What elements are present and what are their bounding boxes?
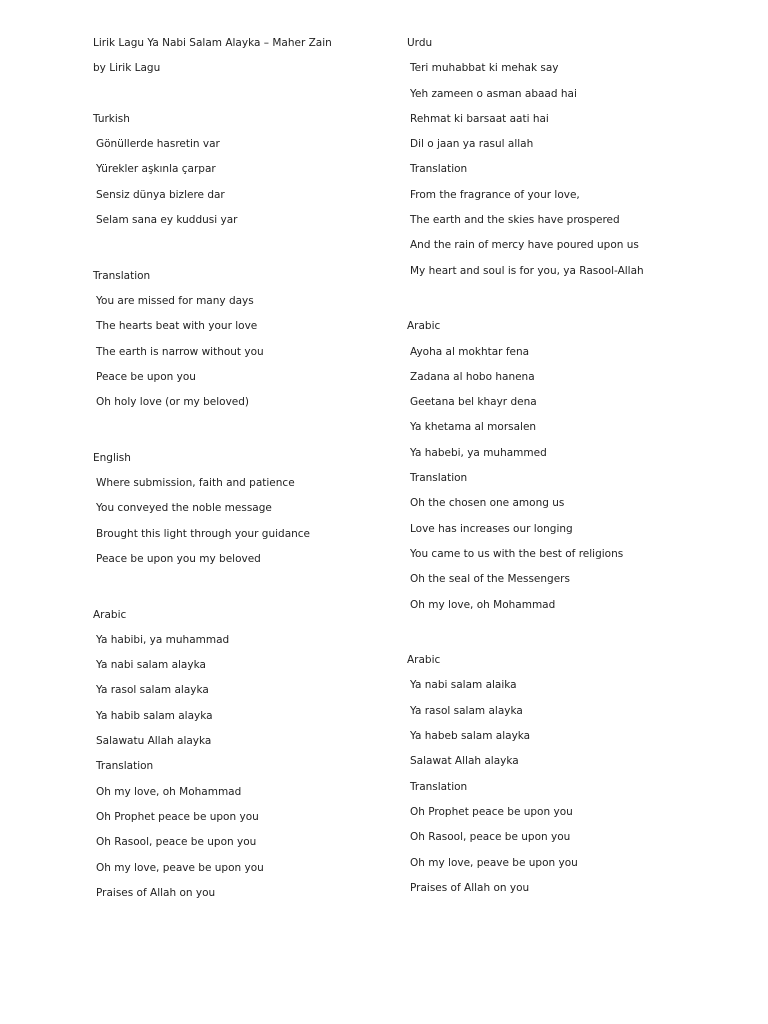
lyric-line: Yeh zameen o asman abaad hai [410,87,577,100]
lyric-line: Dil o jaan ya rasul allah [410,138,534,151]
translation-line: Praises of Allah on you [410,881,530,894]
translation-line: Oh my love, peave be upon you [96,861,264,874]
lyric-line: Ayoha al mokhtar fena [410,345,530,358]
lyric-line: You conveyed the noble message [96,502,272,515]
lyric-line: Salawatu Allah alayka [96,735,212,748]
document-byline: by Lirik Lagu [93,62,161,75]
lyric-line: Ya rasol salam alayka [96,684,209,697]
section-arabic-2 [407,653,707,906]
spacer [407,623,707,648]
lyric-line: The earth is narrow without you [96,345,264,358]
lyric-line: Where submission, faith and patience [96,477,295,490]
lyric-line: Gönüllerde hasretin var [96,138,220,151]
translation-line: You came to us with the best of religions [410,547,624,560]
spacer [407,289,707,314]
translation-line: Oh my love, oh Mohammad [410,598,556,611]
lyric-line: Teri muhabbat ki mehak say [410,62,559,75]
lyric-line: Rehmat ki barsaat aati hai [410,112,549,125]
spacer [93,87,393,112]
lyric-line: Ya nabi salam alayka [96,659,206,672]
translation-line: Oh my love, oh Mohammad [96,785,242,798]
translation-line: Oh my love, peave be upon you [410,856,578,869]
lyric-line: You are missed for many days [96,294,254,307]
lyric-line: Yürekler aşkınla çarpar [96,163,216,176]
spacer [93,238,393,263]
translation-line: Oh Prophet peace be upon you [96,810,259,823]
section-urdu [407,36,707,289]
translation-line: And the rain of mercy have poured upon us [410,239,639,252]
lyric-line: Peace be upon you [96,370,196,383]
translation-line: My heart and soul is for you, ya Rasool-Allah [410,264,644,277]
section-turkish [93,112,393,238]
lyric-line: Selam sana ey kuddusi yar [96,214,238,227]
lyric-line: Oh holy love (or my beloved) [96,396,250,409]
lyric-line: Salawat Allah alayka [410,755,519,768]
lyric-line: Ya habib salam alayka [96,709,213,722]
lyric-line: Geetana bel khayr dena [410,396,537,409]
section-heading: Arabic [93,608,127,621]
lyric-line: Ya rasol salam alayka [410,704,523,717]
lyric-line: Sensiz dünya bizlere dar [96,188,225,201]
translation-line: From the fragrance of your love, [410,188,580,201]
translation-label: Translation [96,760,154,773]
section-heading: English [93,451,131,464]
translation-line: Love has increases our longing [410,522,573,535]
section-heading: Turkish [93,112,130,125]
right-column [407,36,707,906]
lyric-line: Ya nabi salam alaika [410,679,517,692]
lyric-line: Ya khetama al morsalen [410,421,537,434]
lyric-line: Peace be upon you my beloved [96,552,261,565]
translation-line: Oh Rasool, peace be upon you [410,831,571,844]
translation-label: Translation [410,163,468,176]
spacer [93,577,393,602]
section-turkish-translation [93,269,393,421]
lyric-line: The hearts beat with your love [96,320,258,333]
section-heading: Arabic [407,654,441,667]
section-heading: Urdu [407,37,433,49]
translation-line: Oh Rasool, peace be upon you [96,836,257,849]
left-column [93,36,393,911]
section-heading: Arabic [407,320,441,333]
lyric-line: Zadana al hobo hanena [410,370,535,383]
lyric-line: Ya habibi, ya muhammad [96,633,230,646]
lyric-line: Brought this light through your guidance [96,527,311,540]
translation-line: Oh the chosen one among us [410,497,565,510]
section-heading: Translation [93,269,151,282]
lyric-line: Ya habebi, ya muhammed [410,446,547,459]
translation-label: Translation [410,780,468,793]
document-title: Lirik Lagu Ya Nabi Salam Alayka – Maher Zain [93,37,332,49]
section-english [93,451,393,577]
translation-line: Oh the seal of the Messengers [410,573,570,586]
translation-line: The earth and the skies have prospered [410,214,620,227]
section-arabic-1 [407,319,707,623]
spacer [93,420,393,445]
lyric-line: Ya habeb salam alayka [410,730,531,743]
translation-line: Praises of Allah on you [96,886,216,899]
translation-label: Translation [410,472,468,485]
translation-line: Oh Prophet peace be upon you [410,805,573,818]
section-arabic [93,608,393,912]
